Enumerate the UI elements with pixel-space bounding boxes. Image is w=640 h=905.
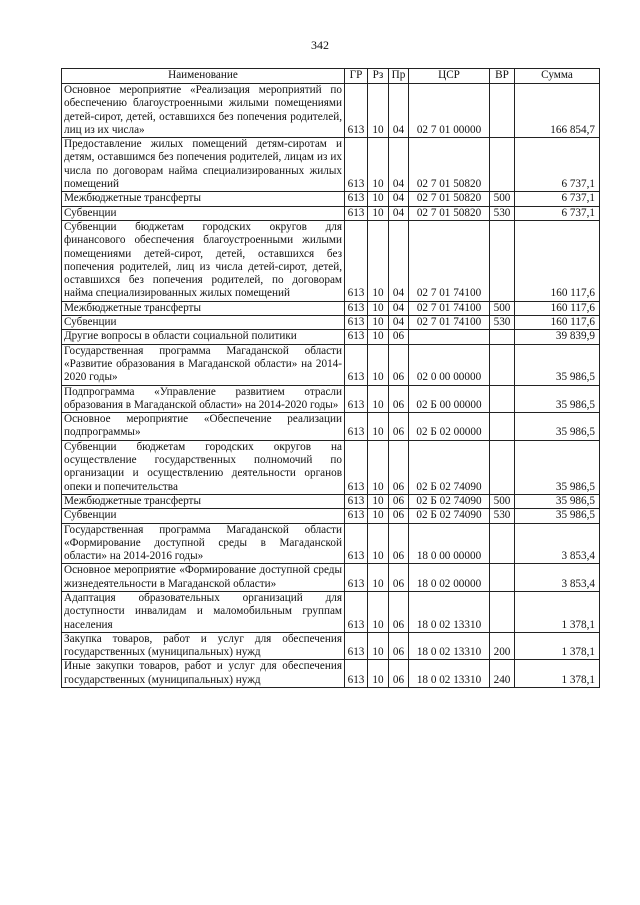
- table-row: [62, 344, 600, 385]
- row-rz: 10: [368, 509, 389, 523]
- header-pr: Пр: [389, 69, 409, 84]
- budget-table: [61, 68, 600, 688]
- table-row: [62, 301, 600, 315]
- row-rz: 10: [368, 138, 389, 192]
- row-pr: 06: [389, 591, 409, 632]
- row-pr: 06: [389, 632, 409, 660]
- row-rz: 10: [368, 523, 389, 564]
- table-row: [62, 494, 600, 508]
- row-pr: 06: [389, 564, 409, 592]
- table-row: [62, 660, 600, 688]
- row-name: Межбюджетные трансферты: [62, 494, 345, 508]
- row-csr: 02 7 01 50820: [409, 138, 490, 192]
- row-name: Субвенции: [62, 316, 345, 330]
- row-gr: 613: [345, 632, 368, 660]
- row-sum: 35 986,5: [515, 509, 600, 523]
- header-name: Наименование: [62, 69, 345, 84]
- row-pr: 06: [389, 523, 409, 564]
- row-csr: 02 Б 00 00000: [409, 385, 490, 413]
- row-csr: 02 7 01 74100: [409, 301, 490, 315]
- row-sum: 3 853,4: [515, 564, 600, 592]
- row-sum: 1 378,1: [515, 591, 600, 632]
- row-csr: 02 Б 02 00000: [409, 413, 490, 441]
- row-sum: 35 986,5: [515, 344, 600, 385]
- row-csr: 02 0 00 00000: [409, 344, 490, 385]
- row-rz: 10: [368, 316, 389, 330]
- table-row: [62, 440, 600, 494]
- row-rz: 10: [368, 192, 389, 206]
- row-name: Субвенции: [62, 509, 345, 523]
- table-row: [62, 84, 600, 138]
- row-pr: 04: [389, 301, 409, 315]
- table-row: [62, 316, 600, 330]
- row-rz: 10: [368, 440, 389, 494]
- table-row: [62, 220, 600, 301]
- row-vr: 500: [490, 192, 515, 206]
- row-csr: [409, 330, 490, 344]
- row-gr: 613: [345, 440, 368, 494]
- row-gr: 613: [345, 523, 368, 564]
- row-vr: 500: [490, 494, 515, 508]
- row-sum: 160 117,6: [515, 301, 600, 315]
- row-rz: 10: [368, 84, 389, 138]
- row-vr: [490, 330, 515, 344]
- table-row: [62, 385, 600, 413]
- row-sum: 160 117,6: [515, 220, 600, 301]
- row-csr: 02 7 01 50820: [409, 192, 490, 206]
- row-pr: 06: [389, 660, 409, 688]
- row-vr: 200: [490, 632, 515, 660]
- row-csr: 02 Б 02 74090: [409, 494, 490, 508]
- row-sum: 35 986,5: [515, 494, 600, 508]
- table-header-row: [62, 69, 600, 84]
- row-gr: 613: [345, 564, 368, 592]
- table-row: [62, 509, 600, 523]
- row-vr: [490, 523, 515, 564]
- row-gr: 613: [345, 385, 368, 413]
- row-sum: 1 378,1: [515, 632, 600, 660]
- row-gr: 613: [345, 660, 368, 688]
- table-row: [62, 138, 600, 192]
- table-row: [62, 591, 600, 632]
- row-csr: 18 0 02 13310: [409, 591, 490, 632]
- row-sum: 35 986,5: [515, 385, 600, 413]
- row-gr: 613: [345, 494, 368, 508]
- row-gr: 613: [345, 509, 368, 523]
- row-sum: 6 737,1: [515, 192, 600, 206]
- header-csr: ЦСР: [409, 69, 490, 84]
- table-row: [62, 206, 600, 220]
- row-gr: 613: [345, 84, 368, 138]
- row-pr: 06: [389, 344, 409, 385]
- row-csr: 18 0 02 00000: [409, 564, 490, 592]
- row-csr: 02 Б 02 74090: [409, 509, 490, 523]
- row-vr: 530: [490, 509, 515, 523]
- row-sum: 35 986,5: [515, 413, 600, 441]
- table-row: [62, 192, 600, 206]
- row-sum: 6 737,1: [515, 138, 600, 192]
- row-vr: [490, 591, 515, 632]
- row-rz: 10: [368, 660, 389, 688]
- row-name: Другие вопросы в области социальной политики: [62, 330, 345, 344]
- row-rz: 10: [368, 301, 389, 315]
- header-rz: Рз: [368, 69, 389, 84]
- row-name: Закупка товаров, работ и услуг для обеспечения государственных (муниципальных) нужд: [62, 632, 345, 660]
- row-vr: [490, 440, 515, 494]
- row-csr: 02 7 01 74100: [409, 220, 490, 301]
- row-pr: 06: [389, 413, 409, 441]
- row-gr: 613: [345, 413, 368, 441]
- row-vr: [490, 344, 515, 385]
- row-name: Адаптация образовательных организаций для доступности инвалидам и маломобильным группам населения: [62, 591, 345, 632]
- table-row: [62, 523, 600, 564]
- row-name: Основное мероприятие «Формирование доступной среды жизнедеятельности в Магаданской области»: [62, 564, 345, 592]
- row-gr: 613: [345, 301, 368, 315]
- row-pr: 06: [389, 385, 409, 413]
- row-gr: 613: [345, 344, 368, 385]
- row-gr: 613: [345, 591, 368, 632]
- row-csr: 02 7 01 50820: [409, 206, 490, 220]
- row-name: Предоставление жилых помещений детям-сиротам и детям, оставшимся без попечения родителей, лицам из их числа по договорам найма специализированных жилых помещений: [62, 138, 345, 192]
- row-gr: 613: [345, 220, 368, 301]
- row-vr: 530: [490, 316, 515, 330]
- row-csr: 18 0 02 13310: [409, 660, 490, 688]
- row-pr: 04: [389, 220, 409, 301]
- row-csr: 18 0 02 13310: [409, 632, 490, 660]
- row-name: Иные закупки товаров, работ и услуг для обеспечения государственных (муниципальных) нужд: [62, 660, 345, 688]
- table-row: [62, 330, 600, 344]
- row-csr: 02 7 01 00000: [409, 84, 490, 138]
- row-pr: 06: [389, 509, 409, 523]
- row-sum: 3 853,4: [515, 523, 600, 564]
- row-vr: [490, 138, 515, 192]
- row-sum: 166 854,7: [515, 84, 600, 138]
- row-name: Межбюджетные трансферты: [62, 301, 345, 315]
- row-pr: 06: [389, 494, 409, 508]
- table-row: [62, 413, 600, 441]
- row-rz: 10: [368, 413, 389, 441]
- row-vr: [490, 385, 515, 413]
- row-vr: [490, 413, 515, 441]
- row-gr: 613: [345, 192, 368, 206]
- row-vr: [490, 564, 515, 592]
- header-vr: ВР: [490, 69, 515, 84]
- row-vr: [490, 84, 515, 138]
- row-name: Субвенции бюджетам городских округов на осуществление государственных полномочий по организации и осуществлению деятельности органов опеки и попечительства: [62, 440, 345, 494]
- row-name: Государственная программа Магаданской области «Формирование доступной среды в Магаданской области» на 2014-2016 годы»: [62, 523, 345, 564]
- row-pr: 04: [389, 316, 409, 330]
- row-pr: 04: [389, 138, 409, 192]
- row-pr: 04: [389, 84, 409, 138]
- row-rz: 10: [368, 632, 389, 660]
- row-rz: 10: [368, 494, 389, 508]
- row-gr: 613: [345, 316, 368, 330]
- row-sum: 39 839,9: [515, 330, 600, 344]
- row-pr: 04: [389, 192, 409, 206]
- row-sum: 160 117,6: [515, 316, 600, 330]
- row-gr: 613: [345, 330, 368, 344]
- header-sum: Сумма: [515, 69, 600, 84]
- row-gr: 613: [345, 206, 368, 220]
- row-rz: 10: [368, 564, 389, 592]
- row-rz: 10: [368, 220, 389, 301]
- row-name: Подпрограмма «Управление развитием отрасли образования в Магаданской области» на 2014-2020 годы»: [62, 385, 345, 413]
- row-sum: 35 986,5: [515, 440, 600, 494]
- row-name: Субвенции: [62, 206, 345, 220]
- row-csr: 02 Б 02 74090: [409, 440, 490, 494]
- table-row: [62, 632, 600, 660]
- row-csr: 02 7 01 74100: [409, 316, 490, 330]
- row-sum: 1 378,1: [515, 660, 600, 688]
- row-pr: 06: [389, 440, 409, 494]
- row-name: Межбюджетные трансферты: [62, 192, 345, 206]
- page-number: 342: [311, 38, 329, 52]
- row-vr: 500: [490, 301, 515, 315]
- row-rz: 10: [368, 591, 389, 632]
- row-name: Субвенции бюджетам городских округов для финансового обеспечения благоустроенными жилыми помещениями детей-сирот, детей, оставшихся без попечения родителей, лиц из числа детей-сирот, детей, оставшихся без попечения родителей, по договорам найма специализированных жилых помещений: [62, 220, 345, 301]
- row-rz: 10: [368, 206, 389, 220]
- row-vr: 240: [490, 660, 515, 688]
- row-name: Государственная программа Магаданской области «Развитие образования в Магаданской области» на 2014-2020 годы»: [62, 344, 345, 385]
- row-name: Основное мероприятие «Обеспечение реализации подпрограммы»: [62, 413, 345, 441]
- row-vr: [490, 220, 515, 301]
- table-row: [62, 564, 600, 592]
- row-rz: 10: [368, 330, 389, 344]
- row-rz: 10: [368, 344, 389, 385]
- row-sum: 6 737,1: [515, 206, 600, 220]
- row-rz: 10: [368, 385, 389, 413]
- row-gr: 613: [345, 138, 368, 192]
- row-name: Основное мероприятие «Реализация мероприятий по обеспечению благоустроенными жилыми помещениями детей-сирот, детей, оставшихся без попечения родителей, лиц из их числа»: [62, 84, 345, 138]
- row-csr: 18 0 00 00000: [409, 523, 490, 564]
- row-pr: 04: [389, 206, 409, 220]
- header-gr: ГР: [345, 69, 368, 84]
- row-pr: 06: [389, 330, 409, 344]
- row-vr: 530: [490, 206, 515, 220]
